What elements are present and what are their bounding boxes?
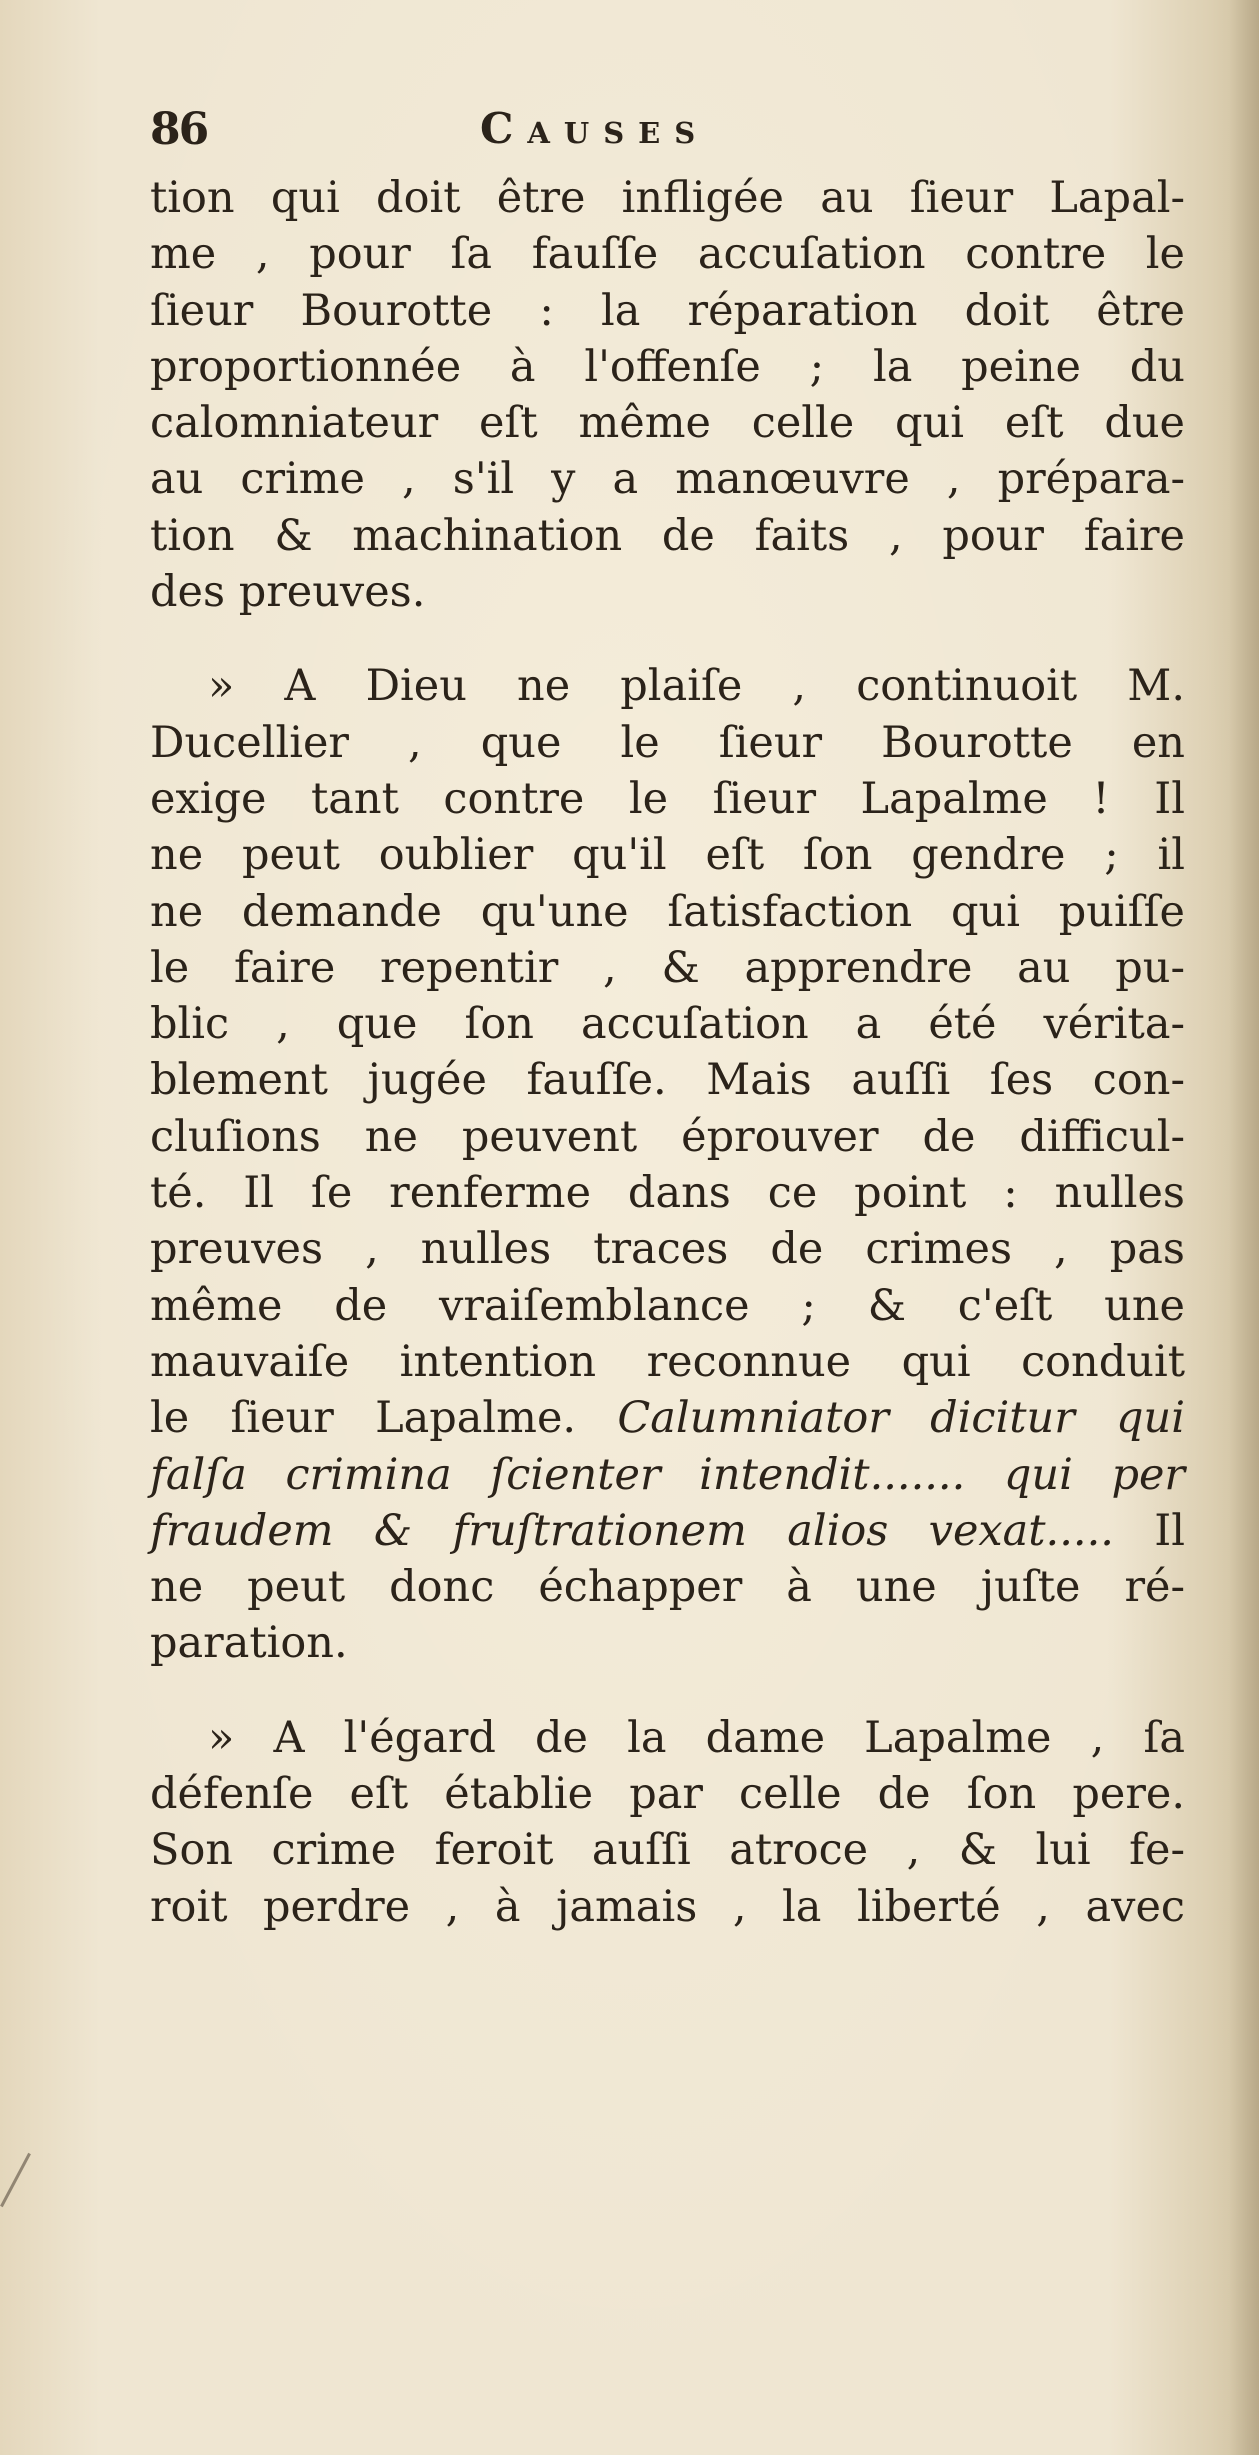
text-line: mauvaiſe intention reconnue qui conduit: [150, 1336, 1185, 1387]
latin-quote: fraudem & fruſtrationem alios vexat.....: [150, 1505, 1114, 1556]
text-line: exige tant contre le ſieur Lapalme ! Il: [150, 773, 1185, 824]
text-line: proportionnée à l'offenſe ; la peine du: [150, 341, 1185, 392]
text-line: » A l'égard de la dame Lapalme , ſa: [208, 1712, 1185, 1763]
text-line: des preuves.: [150, 567, 426, 618]
text-line: paration.: [150, 1618, 348, 1669]
running-head: Causes: [480, 104, 710, 153]
text-line: preuves , nulles traces de crimes , pas: [150, 1224, 1185, 1275]
stray-pencil-mark: [0, 2153, 31, 2207]
text-line: ſieur Bourotte : la réparation doit être: [150, 285, 1185, 336]
text-line: blic , que ſon accuſation a été vérita-: [150, 999, 1185, 1050]
latin-quote: Calumniator dicitur qui: [617, 1393, 1185, 1444]
text-line-mixed: [150, 1390, 1185, 1446]
text-line: calomniateur eſt même celle qui eſt due: [150, 398, 1185, 449]
paragraph-3: [150, 1710, 1185, 1935]
paragraph-1: [150, 170, 1185, 620]
text-line: ne demande qu'une ſatisfaction qui puiſſe: [150, 886, 1185, 937]
text-line: me , pour ſa fauſſe accuſation contre le: [150, 229, 1185, 280]
body-text: [150, 170, 1185, 1935]
text-line: au crime , s'il y a manœuvre , prépara-: [150, 454, 1185, 505]
text-line: Ducellier , que le ſieur Bourotte en: [150, 717, 1185, 768]
text-line: même de vraiſemblance ; & c'eſt une: [150, 1280, 1185, 1331]
page-header: [150, 104, 1100, 164]
page-edge-shadow: [1229, 0, 1259, 2455]
text-line: tion qui doit être infligée au ſieur Lapal-: [150, 173, 1185, 223]
text-line: ne peut donc échapper à une juſte ré-: [150, 1562, 1185, 1613]
text-line: ne peut oublier qu'il eſt ſon gendre ; il: [150, 830, 1185, 881]
text-line: roit perdre , à jamais , la liberté , avec: [150, 1881, 1185, 1932]
roman-text: Il: [1154, 1505, 1185, 1556]
page-number: 86: [150, 104, 208, 155]
latin-quote-line: falſa crimina ſcienter intendit....... qui per: [150, 1449, 1185, 1500]
paragraph-2: [150, 658, 1185, 1671]
roman-text: le ſieur Lapalme.: [150, 1393, 577, 1444]
text-line: » A Dieu ne plaiſe , continuoit M.: [208, 661, 1185, 712]
text-line: cluſions ne peuvent éprouver de difficul-: [150, 1111, 1185, 1162]
text-line: Son crime feroit auſſi atroce , & lui fe-: [150, 1825, 1185, 1876]
text-line: défenſe eſt établie par celle de ſon pere.: [150, 1769, 1185, 1820]
text-line: le faire repentir , & apprendre au pu-: [150, 942, 1185, 993]
text-line-mixed: [150, 1503, 1185, 1559]
text-line: blement jugée fauſſe. Mais auſſi ſes con-: [150, 1055, 1185, 1106]
text-line: tion & machination de faits , pour faire: [150, 510, 1185, 561]
text-line: té. Il ſe renferme dans ce point : nulles: [150, 1168, 1185, 1219]
